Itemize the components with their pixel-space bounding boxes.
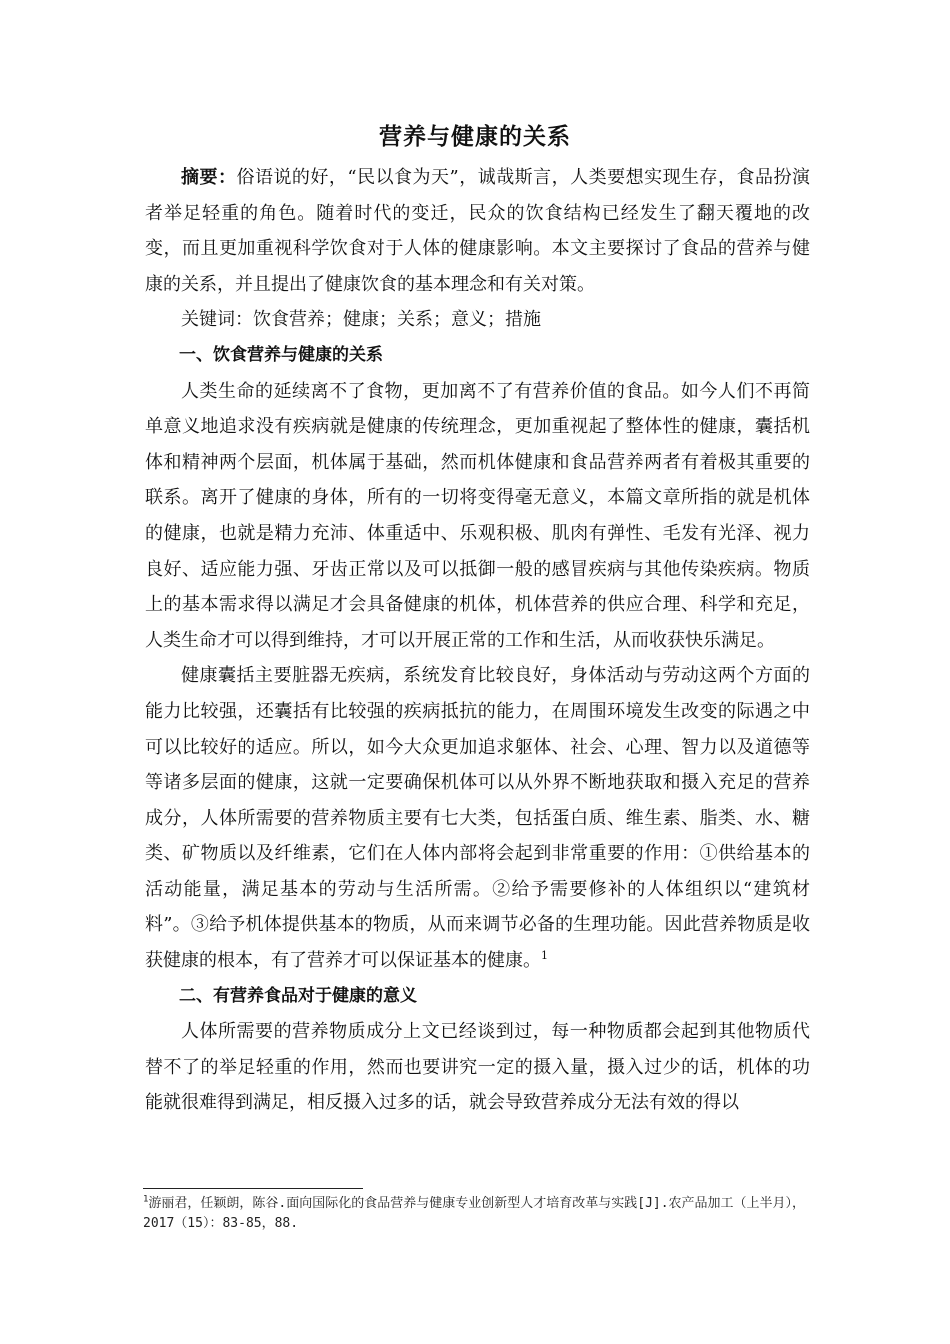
keywords-label: 关键词： (181, 309, 253, 331)
footnote-mark: 1 (143, 1194, 149, 1205)
page-title: 营养与健康的关系 (379, 124, 571, 150)
document-body (145, 160, 810, 1121)
section-1-paragraph-1: 人类生命的延续离不了食物，更加离不了有营养价值的食品。如今人们不再简单意义地追求没有疾病就是健康的传统理念，更加重视起了整体性的健康，囊括机体和精神两个层面，机体属于基础，然而机体健康和食品营养两者有着极其重要的联系。离开了健康的身体，所有的一切将变得毫无意义，本篇文章所指的就是机体的健康，也就是精力充沛、体重适中、乐观积极、肌肉有弹性、毛发有光泽、视力良好、适应能力强、牙齿正常以及可以抵御一般的感冒疾病与其他传染疾病。物质上的基本需求得以满足才会具备健康的机体，机体营养的供应合理、科学和充足，人类生命才可以得到维持，才可以开展正常的工作和生活，从而收获快乐满足。 (145, 380, 810, 651)
footnote (143, 1194, 813, 1234)
section-1-heading: 一、饮食营养与健康的关系 (179, 344, 383, 365)
section-1-paragraph-2 (145, 658, 810, 978)
section-2-heading: 二、有营养食品对于健康的意义 (179, 985, 417, 1006)
section-1-paragraph-2-text: 健康囊括主要脏器无疾病，系统发育比较良好，身体活动与劳动这两个方面的能力比较强，还囊括有比较强的疾病抵抗的能力，在周围环境发生改变的际遇之中可以比较好的适应。所以，如今大众更加追求躯体、社会、心理、智力以及道德等等诸多层面的健康，这就一定要确保机体可以从外界不断地获取和摄入充足的营养成分，人体所需要的营养物质主要有七大类，包括蛋白质、维生素、脂类、水、糖类、矿物质以及纤维素，它们在人体内部将会起到非常重要的作用：①供给基本的活动能量，满足基本的劳动与生活所需。②给予需要修补的人体组织以“建筑材料”。③给予机体提供基本的物质，从而来调节必备的生理功能。因此营养物质是收获健康的根本，有了营养才可以保证基本的健康。 (145, 665, 810, 972)
keywords-paragraph (145, 302, 810, 338)
keywords-text: 饮食营养；健康；关系；意义；措施 (253, 309, 541, 331)
footnote-divider (143, 1188, 363, 1189)
abstract-label: 摘要： (181, 167, 237, 188)
abstract-text: 俗语说的好，“民以食为天”，诚哉斯言，人类要想实现生存，食品扮演者举足轻重的角色。随着时代的变迁，民众的饮食结构已经发生了翻天覆地的改变，而且更加重视科学饮食对于人体的健康影响。本文主要探讨了食品的营养与健康的关系，并且提出了健康饮食的基本理念和有关对策。 (145, 167, 810, 295)
footnote-text: 游丽君，任颖朗，陈谷.面向国际化的食品营养与健康专业创新型人才培育改革与实践[J].农产品加工（上半月），2017（15）：83-85，88. (143, 1196, 806, 1231)
footnote-reference-mark[interactable]: 1 (541, 949, 548, 963)
abstract-paragraph (145, 160, 810, 302)
section-2-paragraph-1: 人体所需要的营养物质成分上文已经谈到过，每一种物质都会起到其他物质代替不了的举足轻重的作用，然而也要讲究一定的摄入量，摄入过少的话，机体的功能就很难得到满足，相反摄入过多的话，就会导致营养成分无法有效的得以 (145, 1021, 810, 1114)
